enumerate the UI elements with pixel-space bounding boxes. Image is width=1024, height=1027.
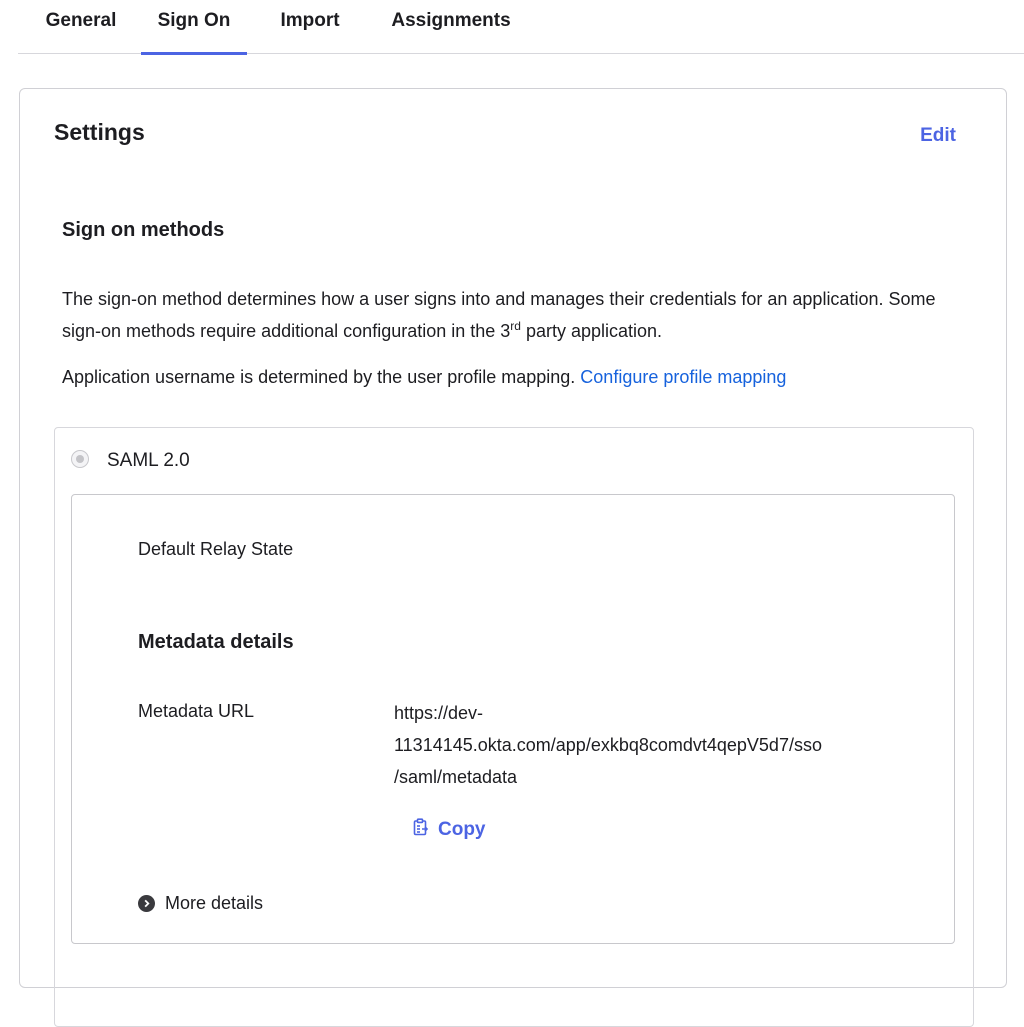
description-text: The sign-on method determines how a user signs into and manages their credentials for an application. Some sign-on methods require additional configuration in the 3 [62,289,936,341]
metadata-url-line: https://dev- [394,703,484,723]
sign-on-methods-heading: Sign on methods [62,219,225,241]
tab-assignments[interactable]: Assignments [391,10,511,31]
metadata-url-line: /saml/metadata [394,767,518,787]
configure-profile-mapping-link[interactable]: Configure profile mapping [580,367,787,387]
saml-method-box [54,427,974,1027]
tab-bar [18,0,1024,54]
copy-label: Copy [438,819,486,840]
metadata-url-value [394,697,894,793]
saml-details-box [71,494,955,944]
saml-label: SAML 2.0 [107,450,190,471]
tab-sign-on[interactable]: Sign On [141,10,247,54]
clipboard-icon [412,818,430,842]
metadata-details-heading: Metadata details [138,631,294,653]
more-details-toggle[interactable] [138,891,263,915]
description-text-end: party application. [520,321,663,341]
profile-mapping-text: Application username is determined by the user profile mapping. [62,367,576,387]
tab-import[interactable]: Import [280,10,340,31]
edit-button[interactable]: Edit [920,125,956,146]
metadata-url-label: Metadata URL [138,701,255,721]
description-superscript: rd [510,319,521,333]
saml-radio[interactable] [71,450,89,468]
sign-on-description [62,283,962,347]
profile-mapping-line [62,363,962,391]
tab-general[interactable]: General [45,10,117,31]
settings-card [19,88,1007,988]
copy-button[interactable] [412,817,486,843]
settings-title: Settings [54,119,145,145]
chevron-right-icon [138,895,155,912]
default-relay-state-label: Default Relay State [138,539,294,559]
metadata-url-line: 11314145.okta.com/app/exkbq8comdvt4qepV5d7/sso [394,735,822,755]
more-details-label: More details [165,892,264,913]
